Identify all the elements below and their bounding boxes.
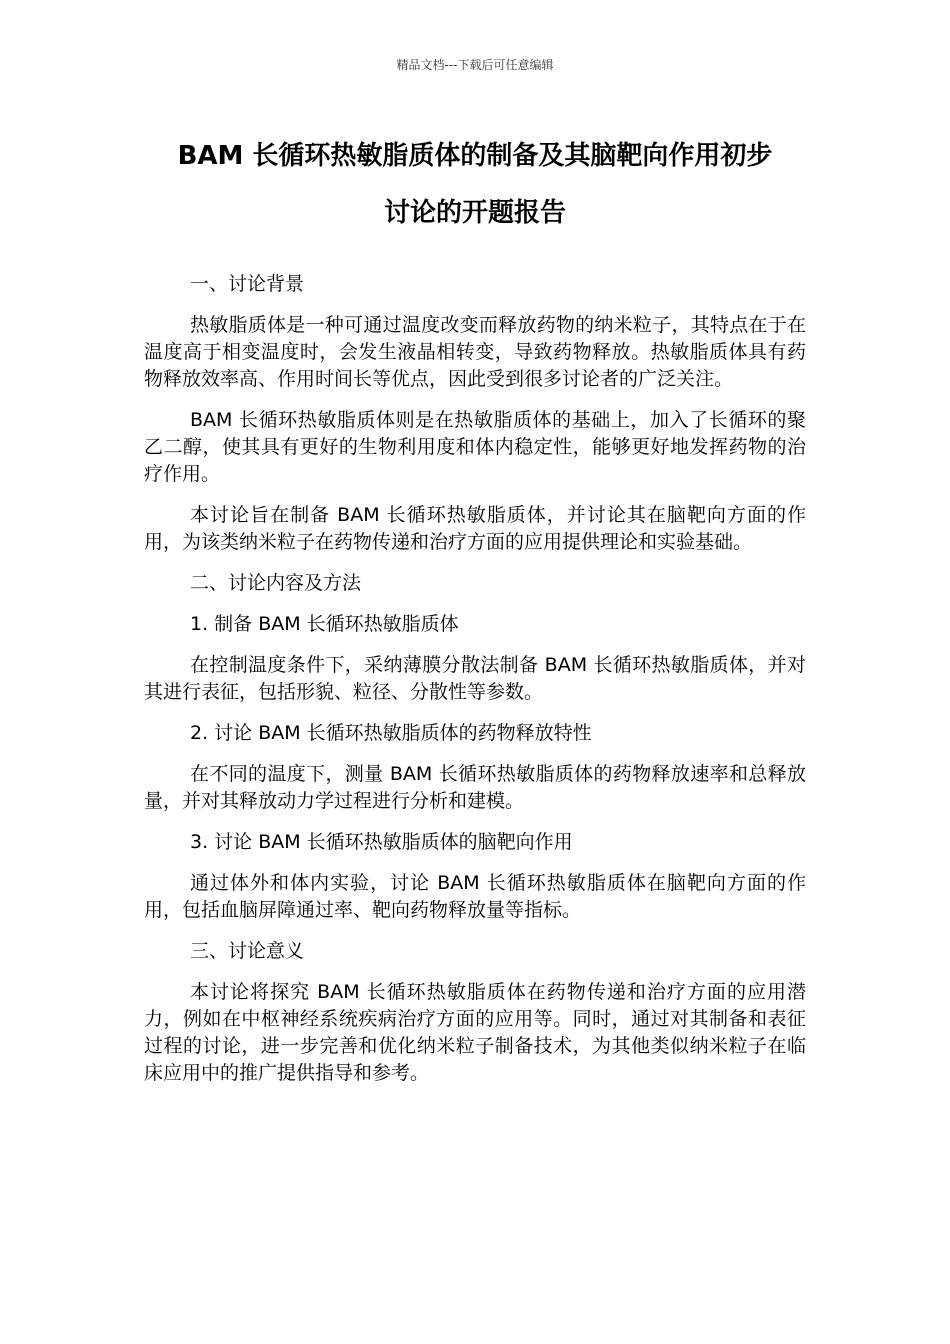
document-title-line-2: 讨论的开题报告 bbox=[383, 198, 566, 228]
section-2-item-2-paragraph: 在不同的温度下，测量 BAM 长循环热敏脂质体的药物释放速率和总释放量，并对其释放动力学过程进行分析和建模。 bbox=[144, 763, 806, 812]
document-body bbox=[144, 271, 806, 1101]
section-3-heading: 三、讨论意义 bbox=[190, 940, 305, 962]
section-1-paragraph-1: 热敏脂质体是一种可通过温度改变而释放药物的纳米粒子，其特点在于在温度高于相变温度时，会发生液晶相转变，导致药物释放。热敏脂质体具有药物释放效率高、作用时间长等优点，因此受到很多讨论者的广泛关注。 bbox=[144, 314, 806, 390]
section-2-item-1-heading: 1. 制备 BAM 长循环热敏脂质体 bbox=[190, 613, 459, 635]
section-1-paragraph-2: BAM 长循环热敏脂质体则是在热敏脂质体的基础上，加入了长循环的聚乙二醇，使其具有更好的生物利用度和体内稳定性，能够更好地发挥药物的治疗作用。 bbox=[144, 409, 806, 485]
header-note: 精品文档---下载后可任意编辑 bbox=[396, 58, 554, 72]
section-2-item-3-paragraph: 通过体外和体内实验，讨论 BAM 长循环热敏脂质体在脑靶向方面的作用，包括血脑屏障通过率、靶向药物释放量等指标。 bbox=[144, 872, 806, 921]
section-2-item-3-heading: 3. 讨论 BAM 长循环热敏脂质体的脑靶向作用 bbox=[190, 831, 573, 853]
section-1-paragraph-3: 本讨论旨在制备 BAM 长循环热敏脂质体，并讨论其在脑靶向方面的作用，为该类纳米粒子在药物传递和治疗方面的应用提供理论和实验基础。 bbox=[144, 504, 806, 553]
section-2-heading: 二、讨论内容及方法 bbox=[190, 572, 362, 594]
section-2-item-1-paragraph: 在控制温度条件下，采纳薄膜分散法制备 BAM 长循环热敏脂质体，并对其进行表征，包括形貌、粒径、分散性等参数。 bbox=[144, 654, 806, 703]
document-title-line-1: BAM 长循环热敏脂质体的制备及其脑靶向作用初步 bbox=[177, 141, 773, 171]
section-3-paragraph-1: 本讨论将探究 BAM 长循环热敏脂质体在药物传递和治疗方面的应用潜力，例如在中枢神经系统疾病治疗方面的应用等。同时，通过对其制备和表征过程的讨论，进一步完善和优化纳米粒子制备技术，为其他类似纳米粒子在临床应用中的推广提供指导和参考。 bbox=[144, 981, 806, 1084]
section-2-item-2-heading: 2. 讨论 BAM 长循环热敏脂质体的药物释放特性 bbox=[190, 722, 592, 744]
section-1-heading: 一、讨论背景 bbox=[190, 273, 305, 295]
